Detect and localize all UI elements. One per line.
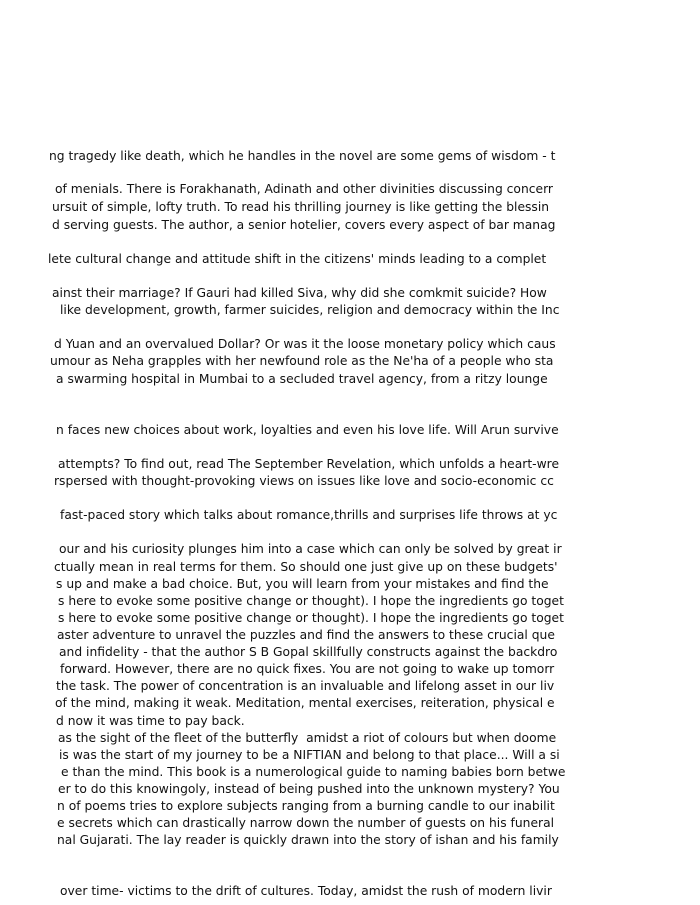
text-line: as the sight of the fleet of the butterfly amidst a riot of colours but when doome — [58, 731, 557, 745]
text-line: rspersed with thought-provoking views on issues like love and socio-economic cc — [54, 474, 554, 488]
text-line: lete cultural change and attitude shift in the citizens' minds leading to a complet — [48, 252, 547, 266]
text-line: our and his curiosity plunges him into a case which can only be solved by great ir — [59, 542, 562, 556]
text-line: e than the mind. This book is a numerological guide to naming babies born betwe — [61, 765, 566, 779]
text-line: of menials. There is Forakhanath, Adinath and other divinities discussing concerr — [55, 182, 553, 196]
text-line: s here to evoke some positive change or thought). I hope the ingredients go toget — [58, 611, 564, 625]
text-line: like development, growth, farmer suicides, religion and democracy within the Inc — [60, 303, 560, 317]
text-line: a swarming hospital in Mumbai to a secluded travel agency, from a ritzy lounge — [56, 372, 548, 386]
text-line: forward. However, there are no quick fixes. You are not going to wake up tomorr — [60, 662, 555, 676]
text-line: n of poems tries to explore subjects ranging from a burning candle to our inabilit — [57, 799, 555, 813]
text-line: s up and make a bad choice. But, you will learn from your mistakes and find the — [56, 577, 549, 591]
text-line: fast-paced story which talks about romance,thrills and surprises life throws at yc — [60, 508, 558, 522]
text-line: s here to evoke some positive change or thought). I hope the ingredients go toget — [58, 594, 564, 608]
text-line: nal Gujarati. The lay reader is quickly drawn into the story of ishan and his family — [57, 833, 559, 847]
text-line: d serving guests. The author, a senior hotelier, covers every aspect of bar manag — [52, 218, 556, 232]
text-line: n faces new choices about work, loyalties and even his love life. Will Arun survive — [56, 423, 559, 437]
text-line: ng tragedy like death, which he handles in the novel are some gems of wisdom - t — [49, 149, 556, 163]
text-line: is was the start of my journey to be a NIFTIAN and belong to that place... Will a si — [59, 748, 560, 762]
text-line: ainst their marriage? If Gauri had killed Siva, why did she comkmit suicide? How — [52, 286, 547, 300]
text-line: d Yuan and an overvalued Dollar? Or was it the loose monetary policy which caus — [54, 337, 556, 351]
text-line: er to do this knowingoly, instead of being pushed into the unknown mystery? You — [58, 782, 560, 796]
text-line: d now it was time to pay back. — [56, 714, 245, 728]
text-line: e secrets which can drastically narrow down the number of guests on his funeral — [57, 816, 555, 830]
text-line: the task. The power of concentration is an invaluable and lifelong asset in our liv — [56, 679, 555, 693]
text-line: ctually mean in real terms for them. So should one just give up on these budgets' — [54, 560, 558, 574]
text-line: of the mind, making it weak. Meditation, mental exercises, reiteration, physical e — [55, 696, 555, 710]
text-line: and infidelity - that the author S B Gopal skillfully constructs against the backdro — [59, 645, 558, 659]
text-line: aster adventure to unravel the puzzles and find the answers to these crucial que — [57, 628, 555, 642]
text-line: over time- victims to the drift of cultures. Today, amidst the rush of modern livir — [60, 884, 552, 898]
text-line: umour as Neha grapples with her newfound role as the Ne'ha of a people who sta — [50, 354, 554, 368]
text-line: ursuit of simple, lofty truth. To read his thrilling journey is like getting the blessin — [52, 200, 550, 214]
text-line: attempts? To find out, read The September Revelation, which unfolds a heart-wre — [58, 457, 560, 471]
